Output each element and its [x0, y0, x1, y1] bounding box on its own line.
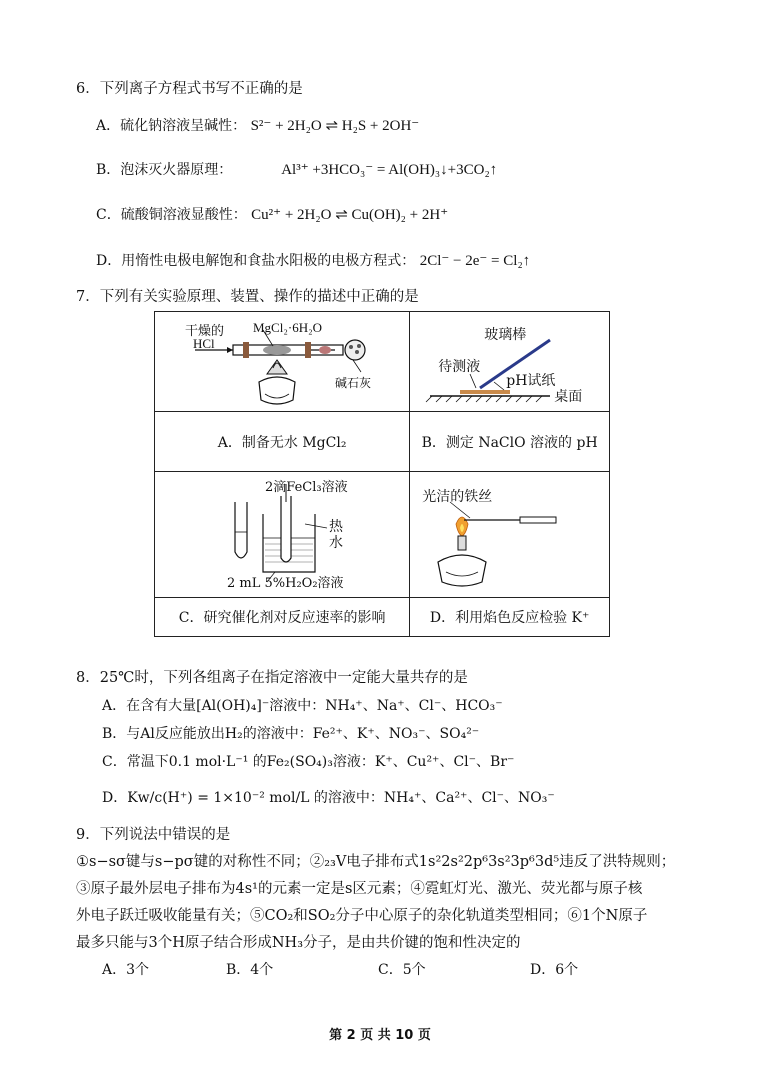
q7-caption-a: A．制备无水 MgCl₂: [155, 412, 410, 472]
q9-option-d: D．6个: [530, 962, 579, 978]
q7-figure-a-cell: [155, 312, 410, 412]
q7-figb-paper-label: pH试纸: [506, 373, 556, 389]
q6-option-a-label: A．硫化钠溶液呈碱性：: [96, 118, 247, 134]
q7-figa-dry-label: 干燥的: [185, 323, 225, 338]
q9-stem: 9．下列说法中错误的是: [76, 827, 231, 843]
q9-option-a: A．3个: [102, 962, 150, 978]
q7-figa-salt-label: MgCl₂·6H₂O: [253, 320, 323, 335]
q7-figc-h2o2-label: 2 mL 5%H₂O₂溶液: [227, 576, 344, 591]
q6-option-c-equation: Cu²⁺ + 2H₂O ⇌ Cu(OH)₂ + 2H⁺: [251, 207, 449, 223]
q7-figd-wire-label: 光洁的铁丝: [422, 489, 493, 505]
q7-apparatus-table: [154, 311, 610, 637]
q7-figc-hot-label-1: 热: [329, 519, 343, 535]
q8-option-a: A．在含有大量[Al(OH)₄]⁻溶液中：NH₄⁺、Na⁺、Cl⁻、HCO₃⁻: [102, 698, 503, 714]
q9-option-b: B．4个: [226, 962, 274, 978]
q8-option-b: B．与Al反应能放出H₂的溶液中：Fe²⁺、K⁺、NO₃⁻、SO₄²⁻: [102, 726, 480, 742]
q9-statements-line-1: ①s−sσ键与s−pσ键的对称性不同；②₂₃V电子排布式1s²2s²2p⁶3s²3p⁶3d⁵违反了洪特规则；: [76, 854, 676, 870]
q6-option-a: [96, 116, 419, 136]
q7-caption-b: B．测定 NaClO 溶液的 pH: [410, 412, 610, 472]
q6-option-a-equation: S²⁻ + 2H₂O ⇌ H₂S + 2OH⁻: [250, 118, 420, 134]
q6-option-c-label: C．硫酸铜溶液显酸性：: [96, 207, 247, 223]
q7-figure-b-cell: [410, 312, 610, 412]
q9-option-c: C．5个: [378, 962, 426, 978]
q7-figb-rod-label: 玻璃棒: [484, 327, 527, 343]
q8-option-c: C．常温下0.1 mol·L⁻¹ 的Fe₂(SO₄)₃溶液：K⁺、Cu²⁺、Cl⁻、Br⁻: [102, 754, 515, 770]
q6-option-b: [96, 160, 497, 180]
q6-option-d-label: D．用惰性电极电解饱和食盐水阳极的电极方程式：: [96, 253, 416, 269]
q7-caption-d: D．利用焰色反应检验 K⁺: [410, 598, 610, 637]
q7-figb-liquid-label: 待测液: [438, 359, 481, 375]
q6-option-b-equation: Al³⁺ +3HCO₃⁻ = Al(OH)₃↓+3CO₂↑: [281, 162, 498, 178]
page-footer: 第 2 页 共 10 页: [329, 1028, 431, 1043]
q7-caption-c: C．研究催化剂对反应速率的影响: [155, 598, 410, 637]
q7-figc-drops-label: 2滴FeCl₃溶液: [265, 480, 348, 495]
q7-figa-lime-label: 碱石灰: [335, 376, 372, 390]
q7-figb-table-label: 桌面: [554, 389, 583, 405]
q7-figure-d-cell: [410, 472, 610, 598]
q8-stem: 8．25℃时，下列各组离子在指定溶液中一定能大量共存的是: [76, 670, 468, 686]
q6-option-b-label: B．泡沫灭火器原理：: [96, 162, 233, 178]
q9-statements-line-4: 最多只能与3个H原子结合形成NH₃分子，是由共价键的饱和性决定的: [76, 935, 521, 951]
q7-figure-c-cell: [155, 472, 410, 598]
q7-stem: 7．下列有关实验原理、装置、操作的描述中正确的是: [76, 289, 419, 305]
q6-stem: 6．下列离子方程式书写不正确的是: [76, 81, 303, 97]
q6-option-c: [96, 205, 448, 225]
q7-figa-hcl-label: HCl: [193, 336, 215, 351]
q9-statements-line-2: ③原子最外层电子排布为4s¹的元素一定是s区元素；④霓虹灯光、激光、荧光都与原子核: [76, 881, 643, 897]
q6-option-d-equation: 2Cl⁻ − 2e⁻ = Cl₂↑: [419, 253, 531, 269]
q8-option-d: D．Kw/c(H⁺) = 1×10⁻² mol/L 的溶液中：NH₄⁺、Ca²⁺、Cl⁻、NO₃⁻: [102, 790, 555, 806]
q9-statements-line-3: 外电子跃迁吸收能量有关；⑤CO₂和SO₂分子中心原子的杂化轨道类型相同；⑥1个N原子: [76, 908, 648, 924]
q7-figc-hot-label-2: 水: [329, 535, 343, 551]
q6-option-d: [96, 251, 530, 271]
